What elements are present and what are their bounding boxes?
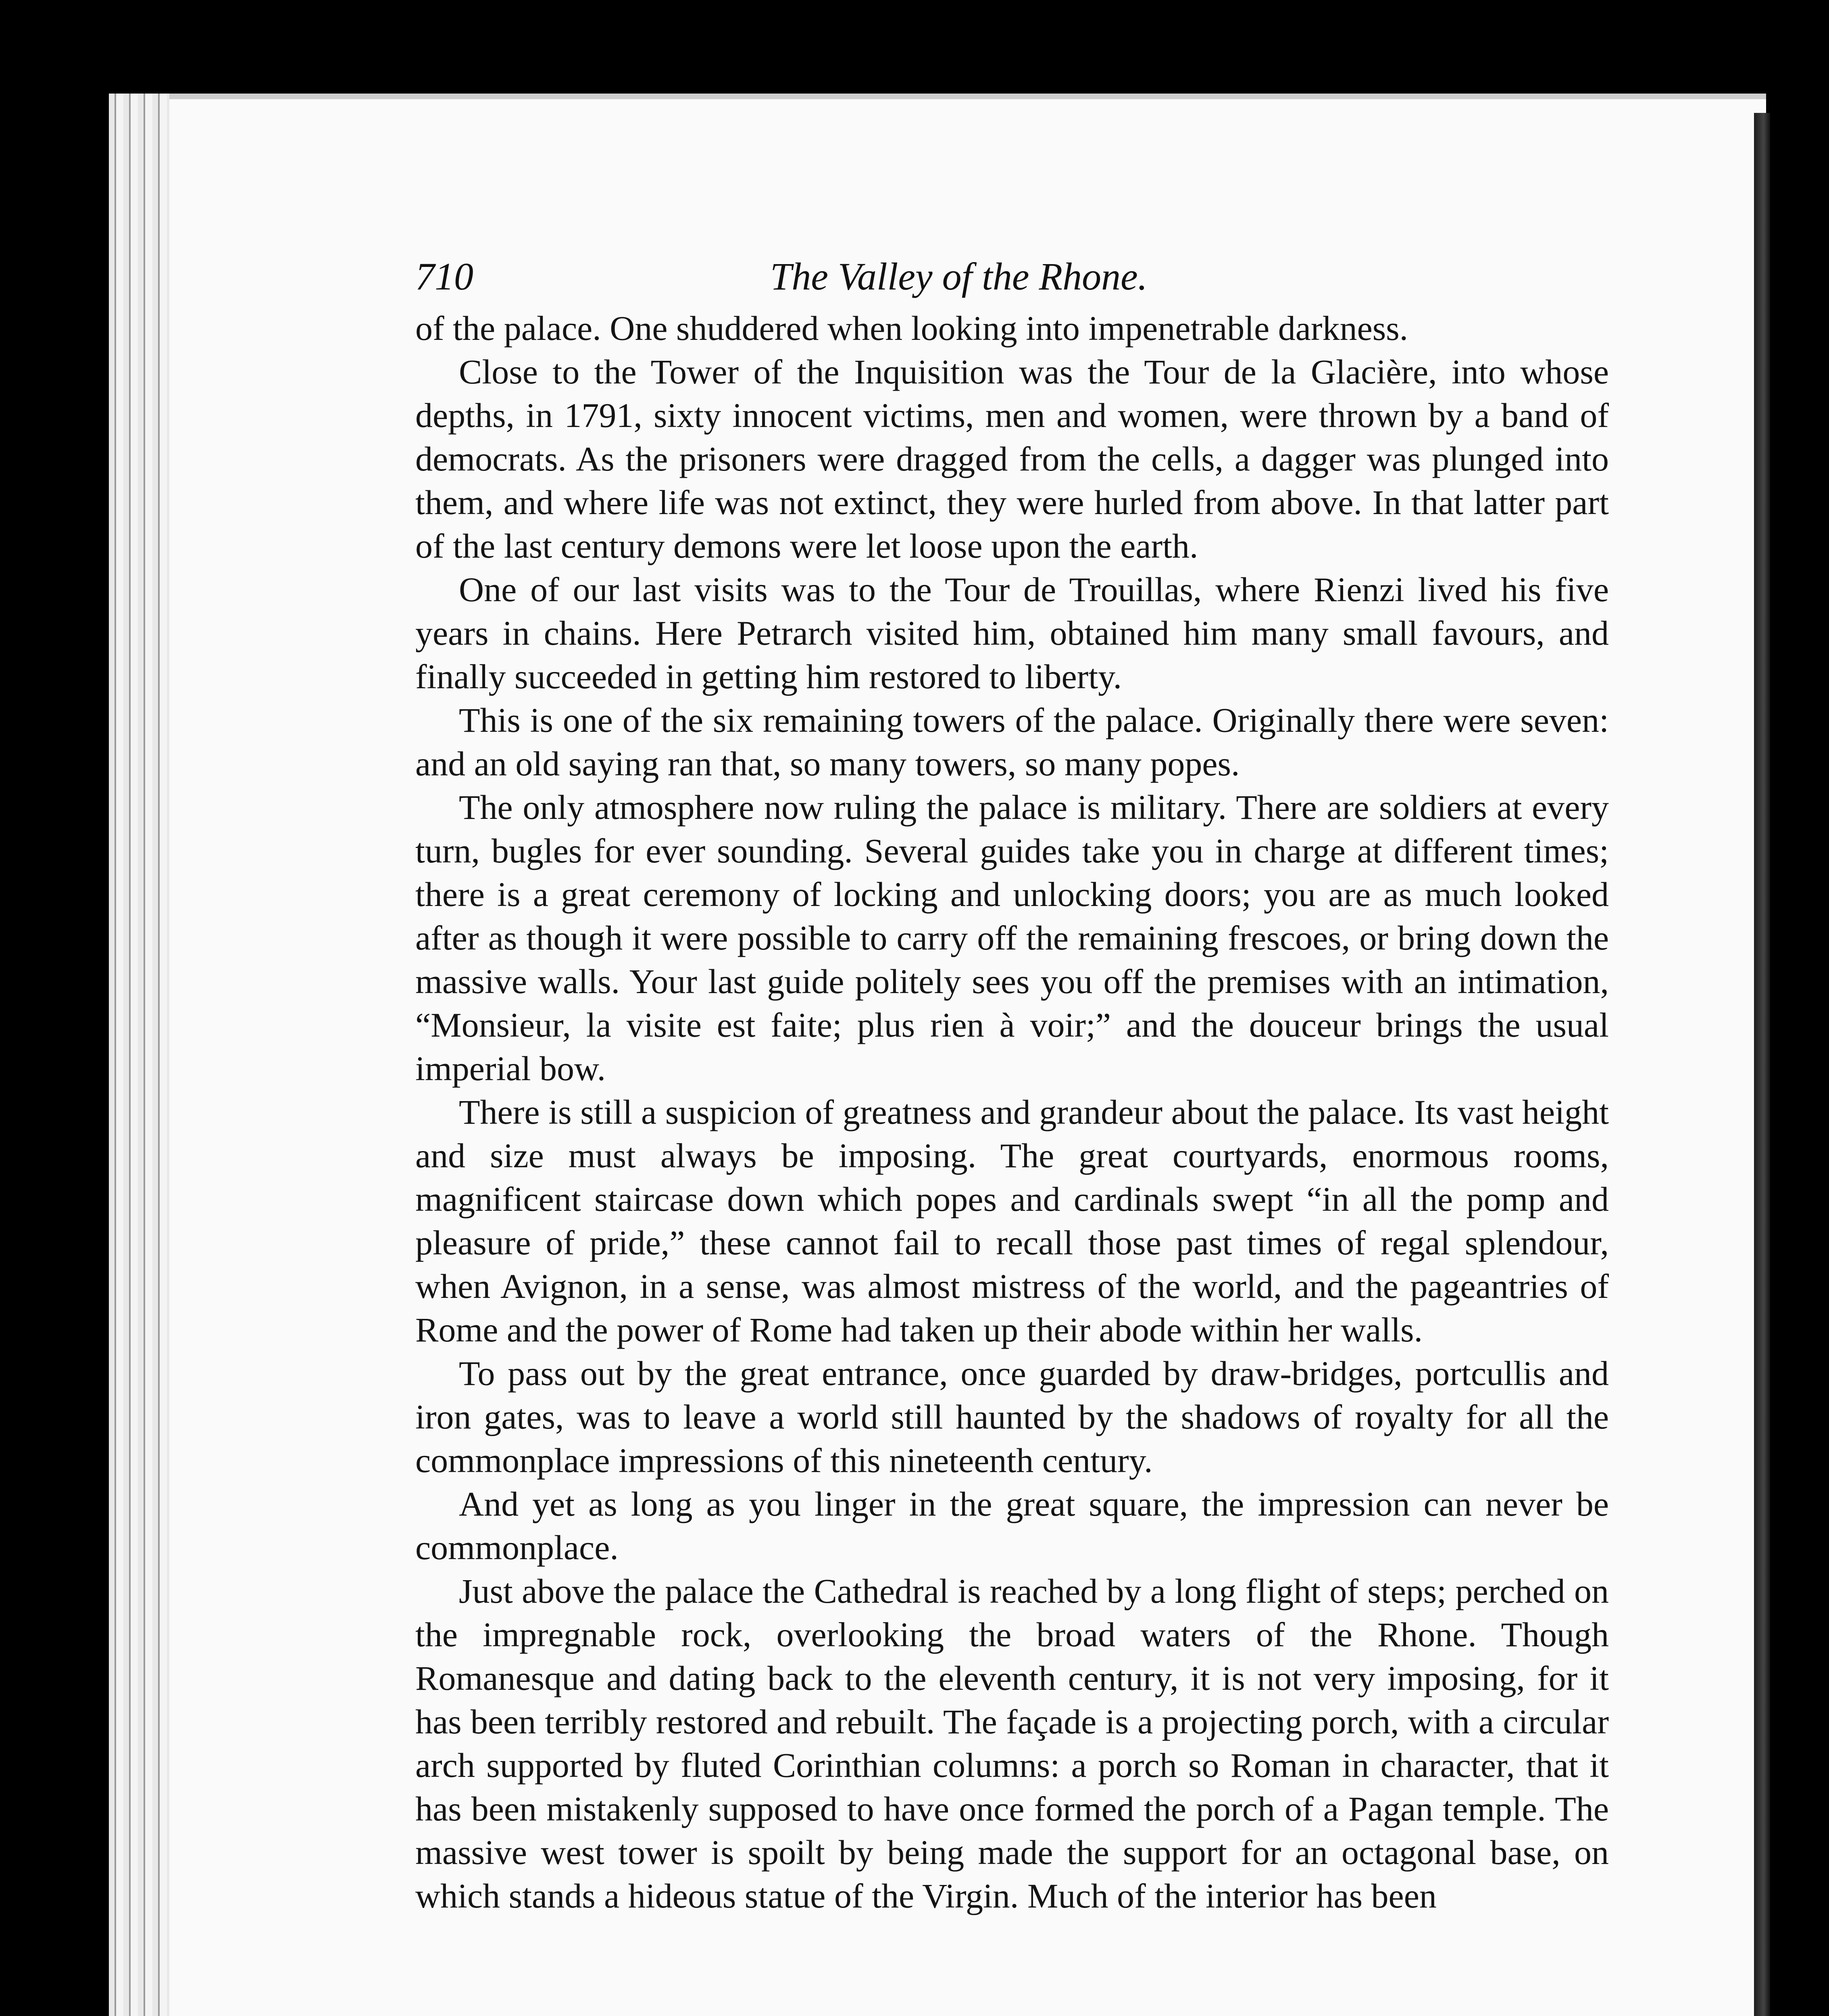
page-number: 710 xyxy=(415,255,473,298)
book-gutter-edge xyxy=(109,94,169,2016)
paragraph: of the palace. One shuddered when looking into impenetrable darkness. xyxy=(415,309,1408,348)
paragraph: One of our last visits was to the Tour de Trouillas, where Rienzi lived his five years in chains. Here Petrarch visited him, obtained him many small favours, and finally succeeded in getting him restored to liberty. xyxy=(415,570,1609,696)
page-content xyxy=(415,242,1609,1918)
paragraph: And yet as long as you linger in the great square, the impression can never be commonplace. xyxy=(415,1485,1609,1567)
paragraph: To pass out by the great entrance, once guarded by draw-bridges, portcullis and iron gates, was to leave a world still haunted by the shadows of royalty for all the commonplace impressions of this nineteenth century. xyxy=(415,1354,1609,1480)
running-head xyxy=(415,242,1609,302)
running-title: The Valley of the Rhone. xyxy=(770,255,1148,298)
paragraph: Close to the Tower of the Inquisition was the Tour de la Glacière, into whose depths, in 1791, sixty innocent victims, men and women, were thrown by a band of democrats. As the prisoners were dragged from the cells, a dagger was plunged into them, and where life was not extinct, they were hurled from above. In that latter part of the last century demons were let loose upon the earth. xyxy=(415,352,1609,565)
body-text xyxy=(415,306,1609,1918)
paragraph: This is one of the six remaining towers of the palace. Originally there were seven: and an old saying ran that, so many towers, so many popes. xyxy=(415,701,1609,783)
page-right-edge xyxy=(1754,113,1770,2016)
paragraph: There is still a suspicion of greatness and grandeur about the palace. Its vast height and size must always be imposing. The great courtyards, enormous rooms, magnificent staircase down which popes and cardinals swept “in all the pomp and pleasure of pride,” these cannot fail to recall those past times of regal splendour, when Avignon, in a sense, was almost mistress of the world, and the pageantries of Rome and the power of Rome had taken up their abode within her walls. xyxy=(415,1093,1609,1349)
paragraph: Just above the palace the Cathedral is reached by a long flight of steps; perched on the impregnable rock, overlooking the broad waters of the Rhone. Though Romanesque and dating back to the eleventh century, it is not very imposing, for it has been terribly restored and rebuilt. The façade is a projecting porch, with a circular arch supported by fluted Corinthian columns: a porch so Roman in character, that it has been mistakenly supposed to have once formed the porch of a Pagan temple. The massive west tower is spoilt by being made the support for an octagonal base, on which stands a hideous statue of the Virgin. Much of the interior has been xyxy=(415,1572,1609,1915)
paragraph: The only atmosphere now ruling the palace is military. There are soldiers at every turn, bugles for ever sounding. Several guides take you in charge at different times; there is a great ceremony of locking and unlocking doors; you are as much looked after as though it were possible to carry off the remaining frescoes, or bring down the massive walls. Your last guide politely sees you off the premises with an intimation, “Monsieur, la visite est faite; plus rien à voir;” and the douceur brings the usual imperial bow. xyxy=(415,788,1609,1088)
